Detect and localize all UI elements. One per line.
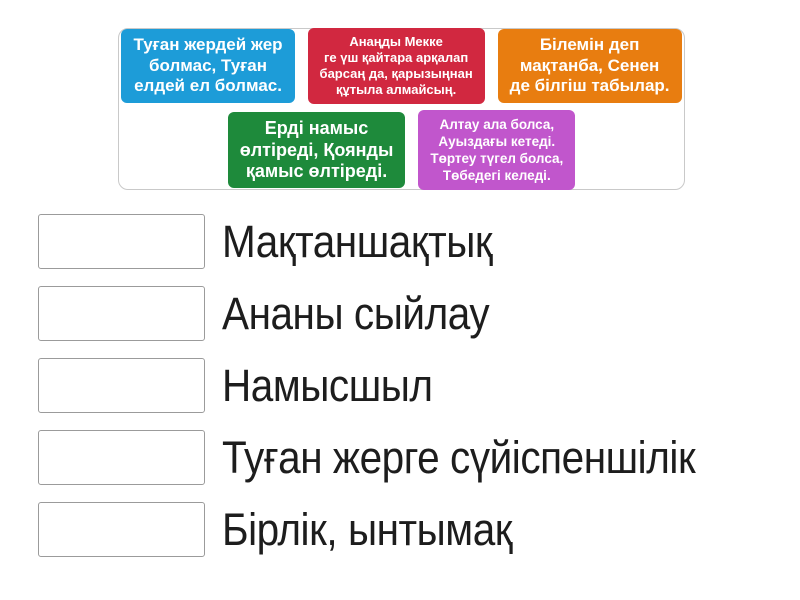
tile-text-line: болмас, Туған	[149, 55, 267, 75]
tile-bank-row-2	[123, 110, 680, 190]
tile-text-line: құтыла алмайсың.	[335, 82, 457, 98]
match-label-5: Бірлік, ынтымақ	[222, 503, 513, 555]
answer-drop-slot-1[interactable]	[38, 214, 205, 269]
tile-text-line: Ауыздағы кетеді.	[438, 134, 556, 150]
tile-text-line: Ерді намыс	[264, 118, 369, 139]
draggable-tile-blue[interactable]	[121, 29, 294, 103]
draggable-tile-red[interactable]	[308, 28, 485, 104]
answer-drop-slot-4[interactable]	[38, 430, 205, 485]
tile-text-line: Төртеу түгел болса,	[430, 151, 564, 167]
tile-text-line: өлтіреді, Қоянды	[239, 139, 394, 160]
tile-text-line: елдей ел болмас.	[134, 76, 282, 96]
answer-drop-slot-5[interactable]	[38, 502, 205, 557]
answer-drop-slot-3[interactable]	[38, 358, 205, 413]
draggable-tile-purple[interactable]	[418, 110, 575, 190]
tile-text-line: қамыс өлтіреді.	[245, 160, 388, 181]
tile-text-line: Туған жердей жер	[133, 34, 283, 54]
match-label-2: Ананы сыйлау	[222, 287, 490, 339]
tile-text-line: Төбедегі келеді.	[442, 168, 551, 184]
match-label-1: Мақтаншақтық	[222, 215, 493, 267]
match-row-4	[38, 430, 748, 485]
tile-text-line: Білемін деп	[539, 34, 640, 54]
tile-bank	[118, 28, 685, 190]
tile-text-line: Анаңды Мекке	[349, 33, 443, 49]
tile-text-line: ге үш қайтара арқалап	[323, 49, 469, 65]
draggable-tile-orange[interactable]	[498, 29, 682, 103]
match-row-5	[38, 502, 748, 557]
match-label-3: Намысшыл	[222, 359, 433, 411]
tile-bank-row-1	[123, 28, 680, 104]
tile-text-line: де білгіш табылар.	[509, 76, 670, 96]
match-row-2	[38, 286, 748, 341]
tile-text-line: барсаң да, қарызыңнан	[319, 66, 473, 81]
match-list	[38, 214, 748, 574]
answer-drop-slot-2[interactable]	[38, 286, 205, 341]
match-label-4: Туған жерге сүйіспеншілік	[222, 431, 696, 483]
match-row-1	[38, 214, 748, 269]
match-row-3	[38, 358, 748, 413]
tile-text-line: Алтау ала болса,	[439, 117, 555, 133]
draggable-tile-green[interactable]	[228, 112, 406, 188]
tile-text-line: мақтанба, Сенен	[519, 55, 660, 75]
